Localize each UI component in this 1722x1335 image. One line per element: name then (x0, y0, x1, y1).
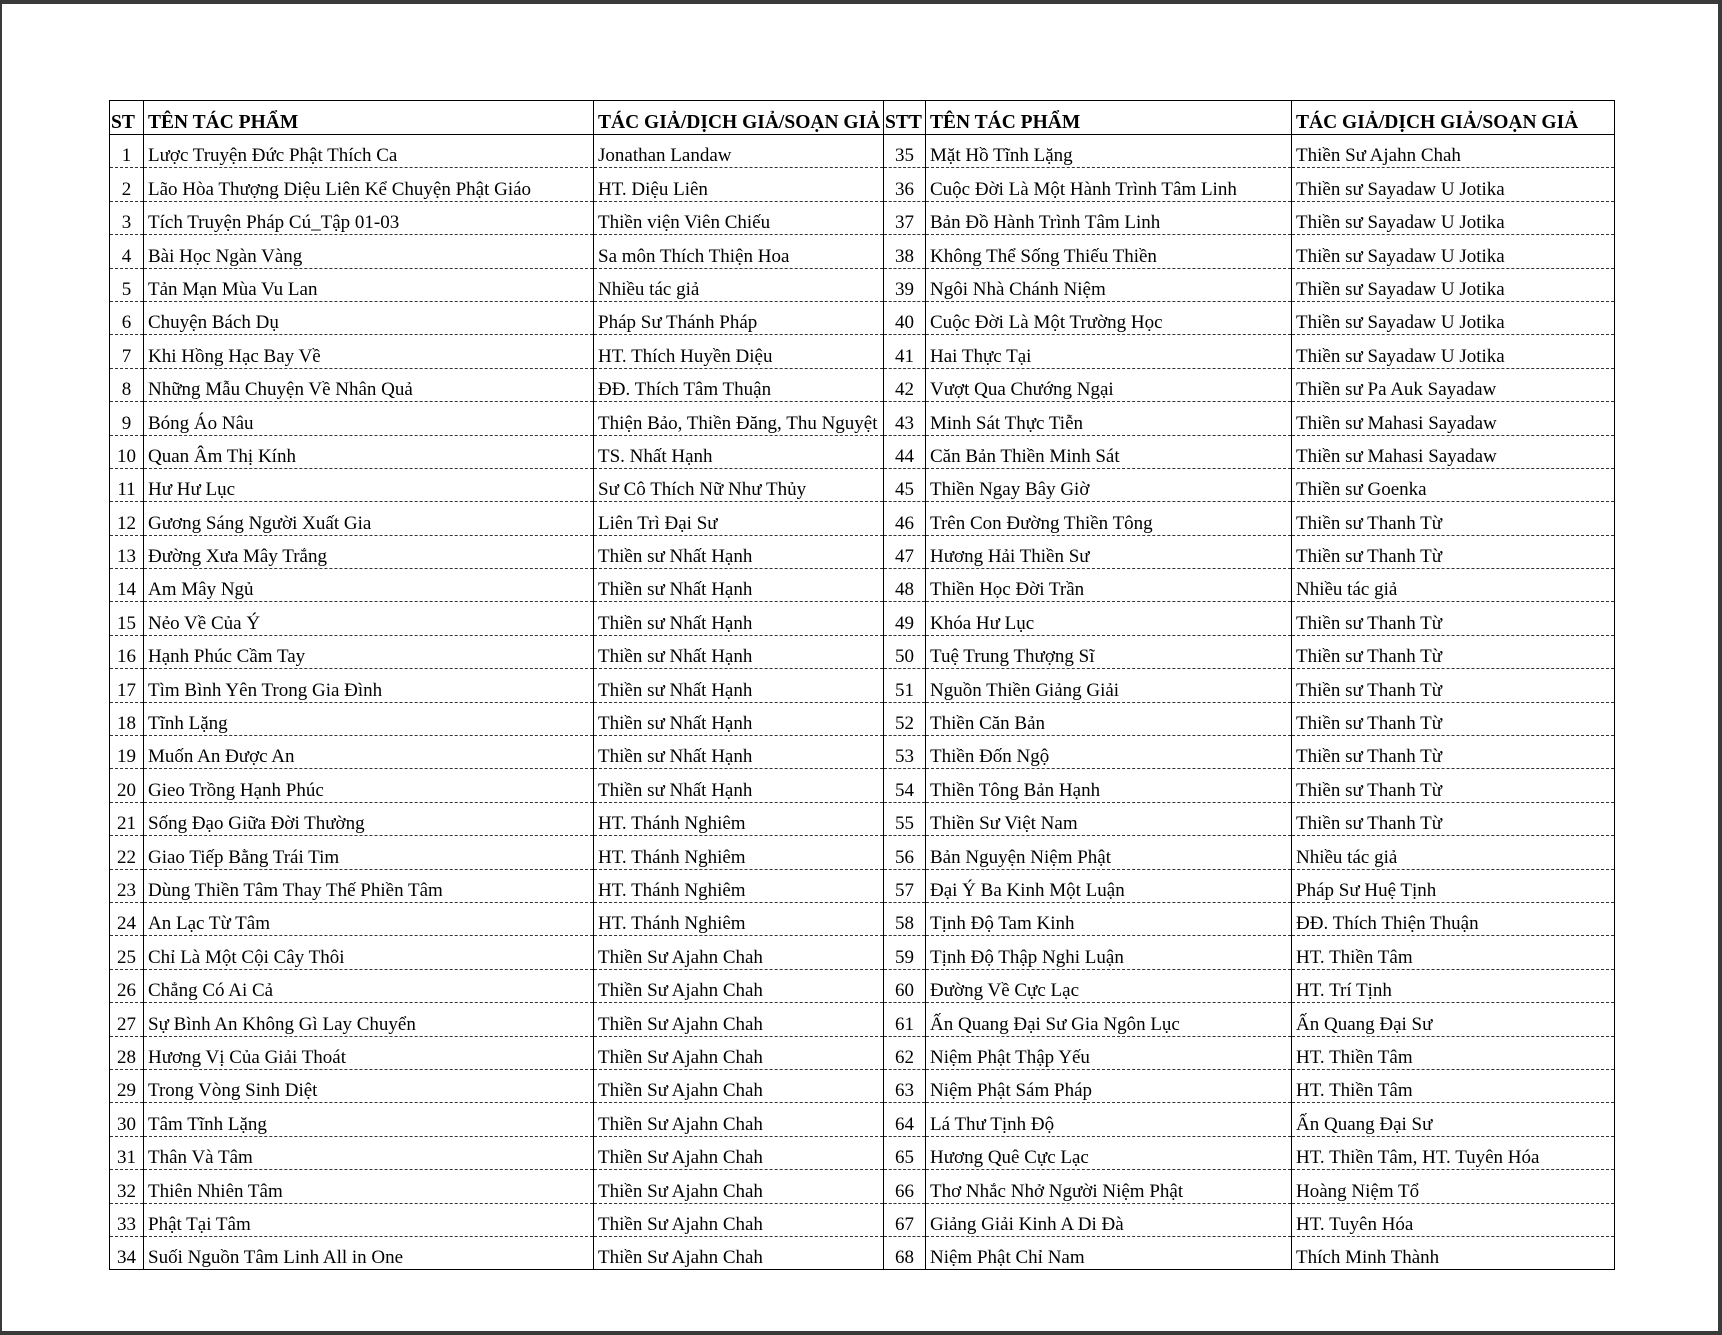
table-row (110, 301, 1615, 334)
book-title-left: Chuyện Bách Dụ (144, 301, 594, 334)
row-number-left: 28 (110, 1036, 144, 1069)
book-title-right: Giảng Giải Kinh A Di Đà (926, 1203, 1292, 1236)
row-number-left: 31 (110, 1136, 144, 1169)
book-title-left: Sự Bình An Không Gì Lay Chuyển (144, 1003, 594, 1036)
row-number-right: 46 (884, 502, 926, 535)
row-number-right: 65 (884, 1136, 926, 1169)
table-header-row (110, 101, 1615, 135)
row-number-right: 44 (884, 435, 926, 468)
book-author-right: Thiền sư Thanh Từ (1292, 702, 1615, 735)
table-row (110, 235, 1615, 268)
book-title-right: Niệm Phật Thập Yếu (926, 1036, 1292, 1069)
row-number-right: 48 (884, 569, 926, 602)
row-number-right: 47 (884, 535, 926, 568)
book-author-right: Ấn Quang Đại Sư (1292, 1003, 1615, 1036)
book-author-left: TS. Nhất Hạnh (594, 435, 884, 468)
book-title-right: Lá Thư Tịnh Độ (926, 1103, 1292, 1136)
book-author-left: Jonathan Landaw (594, 135, 884, 168)
book-title-right: Nguồn Thiền Giảng Giải (926, 669, 1292, 702)
book-author-right: Thiền sư Thanh Từ (1292, 502, 1615, 535)
row-number-right: 49 (884, 602, 926, 635)
book-author-right: Thiền sư Pa Auk Sayadaw (1292, 368, 1615, 401)
row-number-right: 57 (884, 869, 926, 902)
book-author-left: Thiền sư Nhất Hạnh (594, 602, 884, 635)
book-author-left: ĐĐ. Thích Tâm Thuận (594, 368, 884, 401)
book-author-left: Thiền sư Nhất Hạnh (594, 769, 884, 802)
book-author-right: Thiền sư Thanh Từ (1292, 736, 1615, 769)
header-author-right: TÁC GIẢ/DỊCH GIẢ/SOẠN GIẢ (1292, 101, 1615, 135)
book-title-right: Tịnh Độ Tam Kinh (926, 902, 1292, 935)
book-title-right: Khóa Hư Lục (926, 602, 1292, 635)
row-number-right: 52 (884, 702, 926, 735)
table-row (110, 268, 1615, 301)
row-number-right: 66 (884, 1170, 926, 1203)
book-author-right: Thiền sư Sayadaw U Jotika (1292, 268, 1615, 301)
book-title-left: Trong Vòng Sinh Diệt (144, 1069, 594, 1102)
table-row (110, 1003, 1615, 1036)
book-author-right: HT. Thiền Tâm (1292, 1069, 1615, 1102)
row-number-left: 17 (110, 669, 144, 702)
header-stt-right: STT (884, 101, 926, 135)
table-row (110, 502, 1615, 535)
row-number-left: 24 (110, 902, 144, 935)
book-title-left: Giao Tiếp Bằng Trái Tim (144, 836, 594, 869)
table-row (110, 435, 1615, 468)
book-title-left: Hạnh Phúc Cầm Tay (144, 635, 594, 668)
table-row (110, 535, 1615, 568)
book-author-left: Sa môn Thích Thiện Hoa (594, 235, 884, 268)
book-title-right: Thơ Nhắc Nhở Người Niệm Phật (926, 1170, 1292, 1203)
book-author-left: Thiện Bảo, Thiền Đăng, Thu Nguyệt (594, 402, 884, 435)
book-title-right: Thiền Học Đời Trần (926, 569, 1292, 602)
row-number-left: 4 (110, 235, 144, 268)
book-title-right: Ngôi Nhà Chánh Niệm (926, 268, 1292, 301)
book-title-right: Thiền Đốn Ngộ (926, 736, 1292, 769)
row-number-left: 2 (110, 168, 144, 201)
table-row (110, 836, 1615, 869)
row-number-left: 19 (110, 736, 144, 769)
row-number-right: 43 (884, 402, 926, 435)
row-number-right: 64 (884, 1103, 926, 1136)
book-author-right: Thiền sư Thanh Từ (1292, 602, 1615, 635)
table-row (110, 702, 1615, 735)
table-row (110, 1103, 1615, 1136)
book-author-right: Thiền sư Goenka (1292, 468, 1615, 501)
table-row (110, 1203, 1615, 1236)
book-author-left: Thiền Sư Ajahn Chah (594, 1203, 884, 1236)
table-row (110, 635, 1615, 668)
book-author-right: Thiền sư Mahasi Sayadaw (1292, 402, 1615, 435)
table-row (110, 1069, 1615, 1102)
header-stt-left: ST (110, 101, 144, 135)
book-author-left: Pháp Sư Thánh Pháp (594, 301, 884, 334)
book-author-left: Thiền Sư Ajahn Chah (594, 1170, 884, 1203)
row-number-right: 37 (884, 201, 926, 234)
row-number-right: 63 (884, 1069, 926, 1102)
book-title-right: Thiền Ngay Bây Giờ (926, 468, 1292, 501)
book-title-right: Thiền Sư Việt Nam (926, 802, 1292, 835)
row-number-left: 5 (110, 268, 144, 301)
table-row (110, 602, 1615, 635)
table-row (110, 769, 1615, 802)
book-title-left: Tĩnh Lặng (144, 702, 594, 735)
table-row (110, 468, 1615, 501)
row-number-right: 35 (884, 135, 926, 168)
table-row (110, 168, 1615, 201)
book-title-left: Phật Tại Tâm (144, 1203, 594, 1236)
table-row (110, 736, 1615, 769)
book-author-left: HT. Thánh Nghiêm (594, 802, 884, 835)
book-author-left: Thiền Sư Ajahn Chah (594, 1003, 884, 1036)
row-number-left: 10 (110, 435, 144, 468)
book-title-right: Đường Về Cực Lạc (926, 969, 1292, 1002)
row-number-left: 12 (110, 502, 144, 535)
book-title-right: Bản Đồ Hành Trình Tâm Linh (926, 201, 1292, 234)
book-title-right: Đại Ý Ba Kinh Một Luận (926, 869, 1292, 902)
book-title-right: Minh Sát Thực Tiễn (926, 402, 1292, 435)
row-number-left: 8 (110, 368, 144, 401)
book-title-left: Tích Truyện Pháp Cú_Tập 01-03 (144, 201, 594, 234)
book-author-left: Thiền sư Nhất Hạnh (594, 702, 884, 735)
table-row (110, 335, 1615, 368)
row-number-right: 36 (884, 168, 926, 201)
book-title-left: Những Mẫu Chuyện Về Nhân Quả (144, 368, 594, 401)
book-title-left: Đường Xưa Mây Trắng (144, 535, 594, 568)
row-number-right: 40 (884, 301, 926, 334)
book-title-left: Bóng Áo Nâu (144, 402, 594, 435)
book-title-left: An Lạc Từ Tâm (144, 902, 594, 935)
book-title-right: Ấn Quang Đại Sư Gia Ngôn Lục (926, 1003, 1292, 1036)
table-row (110, 569, 1615, 602)
row-number-left: 18 (110, 702, 144, 735)
book-author-left: HT. Thánh Nghiêm (594, 869, 884, 902)
book-author-left: Sư Cô Thích Nữ Như Thủy (594, 468, 884, 501)
book-title-left: Thiên Nhiên Tâm (144, 1170, 594, 1203)
book-title-left: Chẳng Có Ai Cả (144, 969, 594, 1002)
row-number-left: 26 (110, 969, 144, 1002)
book-author-left: Thiền Sư Ajahn Chah (594, 969, 884, 1002)
row-number-right: 59 (884, 936, 926, 969)
row-number-left: 13 (110, 535, 144, 568)
row-number-left: 34 (110, 1236, 144, 1269)
row-number-left: 22 (110, 836, 144, 869)
book-title-left: Lão Hòa Thượng Diệu Liên Kể Chuyện Phật Giáo (144, 168, 594, 201)
row-number-right: 62 (884, 1036, 926, 1069)
row-number-left: 21 (110, 802, 144, 835)
book-title-left: Quan Âm Thị Kính (144, 435, 594, 468)
book-author-left: Thiền sư Nhất Hạnh (594, 669, 884, 702)
book-author-right: Thiền sư Sayadaw U Jotika (1292, 301, 1615, 334)
book-author-left: Thiền Sư Ajahn Chah (594, 1136, 884, 1169)
row-number-left: 23 (110, 869, 144, 902)
book-author-right: Thiền sư Mahasi Sayadaw (1292, 435, 1615, 468)
row-number-right: 42 (884, 368, 926, 401)
book-title-left: Gương Sáng Người Xuất Gia (144, 502, 594, 535)
table-row (110, 135, 1615, 168)
row-number-left: 15 (110, 602, 144, 635)
row-number-left: 30 (110, 1103, 144, 1136)
row-number-left: 16 (110, 635, 144, 668)
book-title-left: Hương Vị Của Giải Thoát (144, 1036, 594, 1069)
row-number-left: 11 (110, 468, 144, 501)
table-row (110, 902, 1615, 935)
row-number-right: 50 (884, 635, 926, 668)
row-number-right: 54 (884, 769, 926, 802)
book-title-left: Thân Và Tâm (144, 1136, 594, 1169)
book-title-left: Tìm Bình Yên Trong Gia Đình (144, 669, 594, 702)
book-author-right: Thiền sư Thanh Từ (1292, 669, 1615, 702)
book-author-left: Thiền Sư Ajahn Chah (594, 936, 884, 969)
table-row (110, 368, 1615, 401)
book-title-right: Vượt Qua Chướng Ngại (926, 368, 1292, 401)
book-title-right: Không Thể Sống Thiếu Thiền (926, 235, 1292, 268)
book-title-left: Khi Hồng Hạc Bay Về (144, 335, 594, 368)
book-author-left: Nhiều tác giả (594, 268, 884, 301)
header-title-right: TÊN TÁC PHẨM (926, 101, 1292, 135)
book-title-left: Nẻo Về Của Ý (144, 602, 594, 635)
book-title-left: Lược Truyện Đức Phật Thích Ca (144, 135, 594, 168)
row-number-right: 41 (884, 335, 926, 368)
table-row (110, 1170, 1615, 1203)
row-number-left: 20 (110, 769, 144, 802)
row-number-left: 32 (110, 1170, 144, 1203)
row-number-right: 61 (884, 1003, 926, 1036)
book-title-left: Muốn An Được An (144, 736, 594, 769)
book-author-right: Thiền sư Sayadaw U Jotika (1292, 168, 1615, 201)
book-author-left: HT. Diệu Liên (594, 168, 884, 201)
book-title-left: Hư Hư Lục (144, 468, 594, 501)
book-title-right: Hương Hải Thiền Sư (926, 535, 1292, 568)
book-title-right: Trên Con Đường Thiền Tông (926, 502, 1292, 535)
book-author-left: Thiền Sư Ajahn Chah (594, 1036, 884, 1069)
book-author-right: Nhiều tác giả (1292, 836, 1615, 869)
book-title-right: Tuệ Trung Thượng Sĩ (926, 635, 1292, 668)
book-title-right: Căn Bản Thiền Minh Sát (926, 435, 1292, 468)
book-title-right: Niệm Phật Sám Pháp (926, 1069, 1292, 1102)
table-row (110, 969, 1615, 1002)
table-body (110, 135, 1615, 1270)
book-author-right: ĐĐ. Thích Thiện Thuận (1292, 902, 1615, 935)
row-number-left: 14 (110, 569, 144, 602)
book-author-left: HT. Thích Huyền Diệu (594, 335, 884, 368)
table-row (110, 1036, 1615, 1069)
book-author-right: Nhiều tác giả (1292, 569, 1615, 602)
row-number-right: 38 (884, 235, 926, 268)
book-title-right: Thiền Căn Bản (926, 702, 1292, 735)
book-author-right: HT. Thiền Tâm (1292, 1036, 1615, 1069)
book-author-right: HT. Thiền Tâm, HT. Tuyên Hóa (1292, 1136, 1615, 1169)
book-title-right: Hương Quê Cực Lạc (926, 1136, 1292, 1169)
row-number-left: 9 (110, 402, 144, 435)
header-title-left: TÊN TÁC PHẨM (144, 101, 594, 135)
book-author-right: Thiền Sư Ajahn Chah (1292, 135, 1615, 168)
book-author-left: Thiền sư Nhất Hạnh (594, 569, 884, 602)
book-author-right: HT. Thiền Tâm (1292, 936, 1615, 969)
row-number-left: 33 (110, 1203, 144, 1236)
table-row (110, 1136, 1615, 1169)
book-title-left: Sống Đạo Giữa Đời Thường (144, 802, 594, 835)
book-author-right: Thích Minh Thành (1292, 1236, 1615, 1269)
row-number-right: 45 (884, 468, 926, 501)
book-author-right: HT. Tuyên Hóa (1292, 1203, 1615, 1236)
row-number-left: 3 (110, 201, 144, 234)
book-author-right: Thiền sư Sayadaw U Jotika (1292, 201, 1615, 234)
row-number-left: 7 (110, 335, 144, 368)
table-row (110, 869, 1615, 902)
row-number-right: 58 (884, 902, 926, 935)
row-number-right: 53 (884, 736, 926, 769)
row-number-left: 27 (110, 1003, 144, 1036)
table-row (110, 201, 1615, 234)
row-number-right: 51 (884, 669, 926, 702)
row-number-right: 60 (884, 969, 926, 1002)
row-number-right: 39 (884, 268, 926, 301)
book-author-left: Liên Trì Đại Sư (594, 502, 884, 535)
book-author-left: Thiền sư Nhất Hạnh (594, 535, 884, 568)
table-row (110, 936, 1615, 969)
header-author-left: TÁC GIẢ/DỊCH GIẢ/SOẠN GIẢ (594, 101, 884, 135)
book-title-left: Chỉ Là Một Cội Cây Thôi (144, 936, 594, 969)
book-title-right: Mặt Hồ Tĩnh Lặng (926, 135, 1292, 168)
book-author-left: Thiền Sư Ajahn Chah (594, 1069, 884, 1102)
book-list-table (109, 100, 1615, 1270)
book-title-right: Hai Thực Tại (926, 335, 1292, 368)
book-author-right: HT. Trí Tịnh (1292, 969, 1615, 1002)
table-row (110, 402, 1615, 435)
book-title-left: Am Mây Ngủ (144, 569, 594, 602)
book-title-right: Cuộc Đời Là Một Trường Học (926, 301, 1292, 334)
book-title-left: Dùng Thiền Tâm Thay Thế Phiền Tâm (144, 869, 594, 902)
book-title-right: Thiền Tông Bản Hạnh (926, 769, 1292, 802)
book-author-left: Thiền Sư Ajahn Chah (594, 1103, 884, 1136)
table-row (110, 1236, 1615, 1269)
book-author-left: Thiền sư Nhất Hạnh (594, 635, 884, 668)
table-row (110, 802, 1615, 835)
book-author-left: HT. Thánh Nghiêm (594, 836, 884, 869)
book-author-left: HT. Thánh Nghiêm (594, 902, 884, 935)
book-title-right: Tịnh Độ Thập Nghi Luận (926, 936, 1292, 969)
book-author-right: Hoàng Niệm Tổ (1292, 1170, 1615, 1203)
row-number-left: 6 (110, 301, 144, 334)
book-author-right: Ấn Quang Đại Sư (1292, 1103, 1615, 1136)
book-author-left: Thiền sư Nhất Hạnh (594, 736, 884, 769)
book-author-right: Thiền sư Sayadaw U Jotika (1292, 235, 1615, 268)
book-author-right: Pháp Sư Huệ Tịnh (1292, 869, 1615, 902)
row-number-left: 1 (110, 135, 144, 168)
book-author-right: Thiền sư Thanh Từ (1292, 802, 1615, 835)
book-title-left: Tâm Tĩnh Lặng (144, 1103, 594, 1136)
book-title-right: Niệm Phật Chỉ Nam (926, 1236, 1292, 1269)
book-title-right: Cuộc Đời Là Một Hành Trình Tâm Linh (926, 168, 1292, 201)
table-row (110, 669, 1615, 702)
book-author-right: Thiền sư Thanh Từ (1292, 769, 1615, 802)
book-author-right: Thiền sư Thanh Từ (1292, 635, 1615, 668)
book-title-right: Bản Nguyện Niệm Phật (926, 836, 1292, 869)
book-title-left: Gieo Trồng Hạnh Phúc (144, 769, 594, 802)
book-title-left: Bài Học Ngàn Vàng (144, 235, 594, 268)
book-author-left: Thiền viện Viên Chiếu (594, 201, 884, 234)
book-author-right: Thiền sư Thanh Từ (1292, 535, 1615, 568)
row-number-left: 25 (110, 936, 144, 969)
row-number-right: 56 (884, 836, 926, 869)
book-author-left: Thiền Sư Ajahn Chah (594, 1236, 884, 1269)
row-number-right: 67 (884, 1203, 926, 1236)
book-author-right: Thiền sư Sayadaw U Jotika (1292, 335, 1615, 368)
row-number-right: 55 (884, 802, 926, 835)
book-title-left: Tản Mạn Mùa Vu Lan (144, 268, 594, 301)
document-page (2, 4, 1718, 1331)
book-title-left: Suối Nguồn Tâm Linh All in One (144, 1236, 594, 1269)
row-number-right: 68 (884, 1236, 926, 1269)
row-number-left: 29 (110, 1069, 144, 1102)
